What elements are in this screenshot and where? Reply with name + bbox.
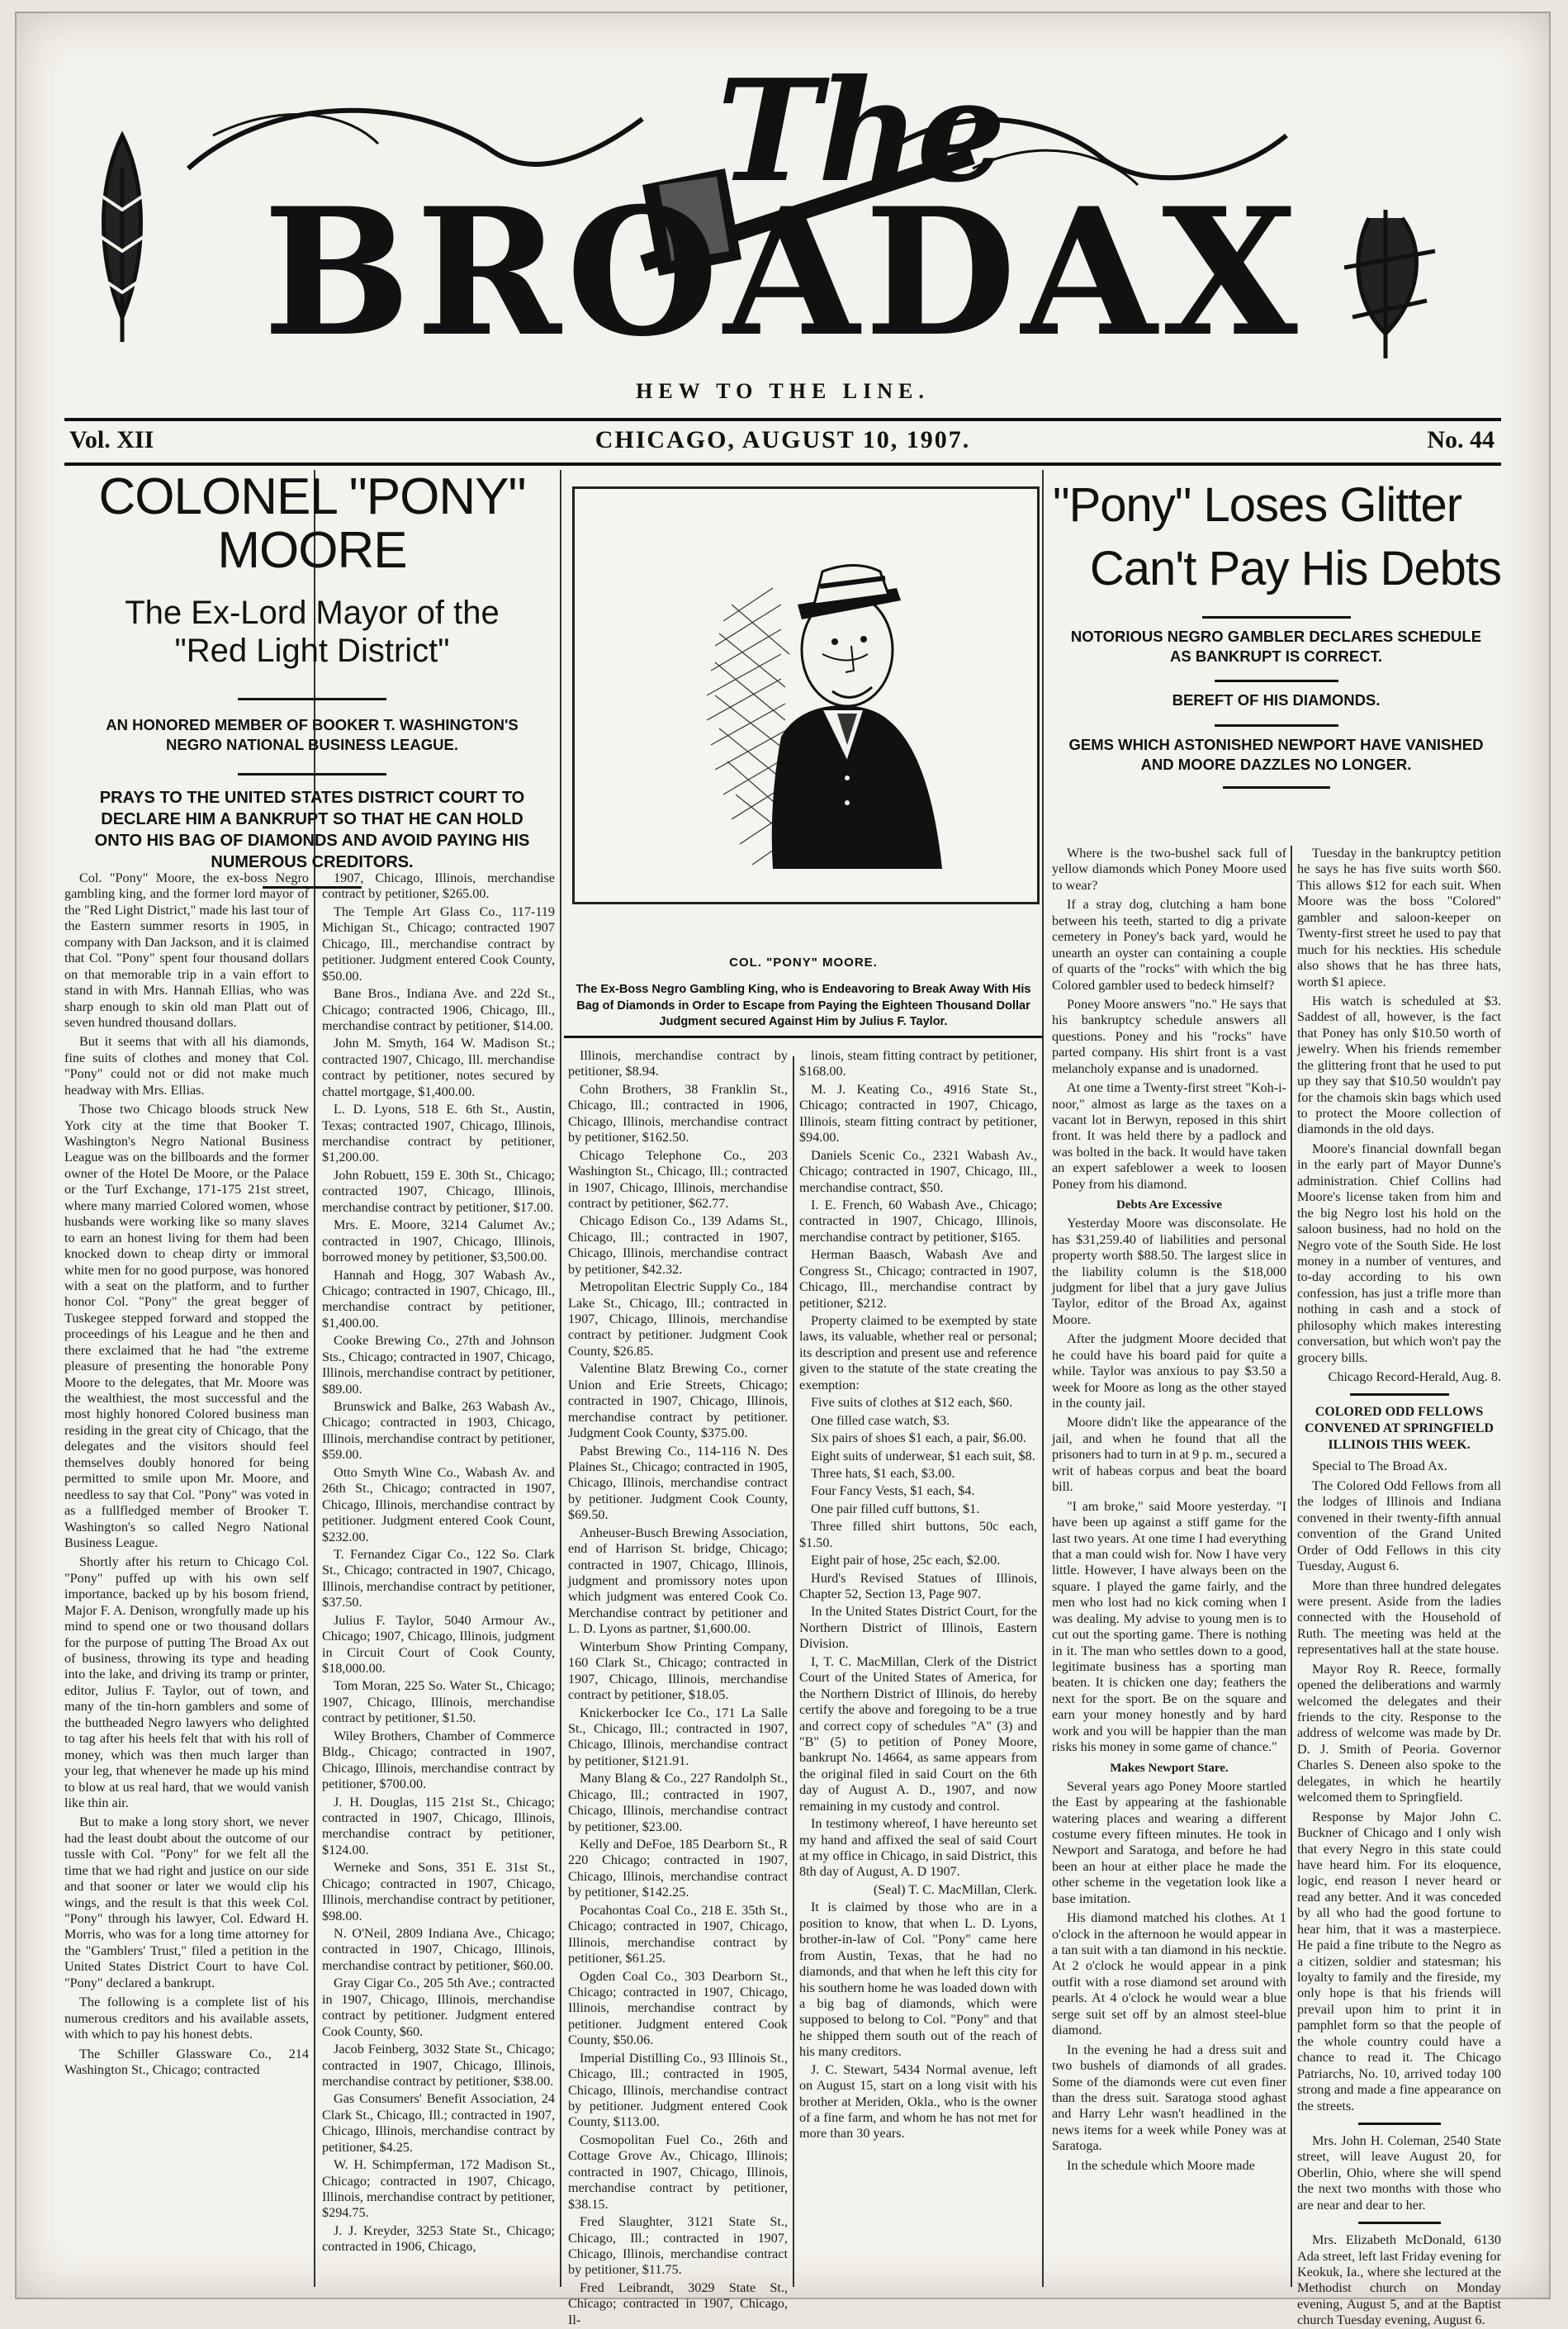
list-item: I, T. C. MacMillan, Clerk of the District Court of the United States of America, for the Northern District of Illinois, do hereby certify the above and foregoing to be a true and correct copy of schedules "A" (3) and "B" (5) to petition of Poney Moore, bankrupt No. 14664, as same appears from the original filed in said Court on the 6th day of August A. D., 1907, and now remaining in my custody and control. bbox=[799, 1653, 1037, 1814]
paragraph: His watch is scheduled at $3. Saddest of all, however, is the fact that Poney has only $10.50 worth of jewelry. When his friends remember the glittering front that he used to put up they say that $10.50 wouldn't pay for the chamois skin bags which used to protect the Moore collection of diamonds in the old days. bbox=[1297, 993, 1501, 1137]
list-item: Julius F. Taylor, 5040 Armour Av., Chicago; 1907, Chicago, Illinois, judgment in Circuit Court of Cook County, $18,000.00. bbox=[322, 1612, 555, 1676]
left-wheat-ornament bbox=[97, 135, 147, 342]
list-item: John Robuett, 159 E. 30th St., Chicago; contracted 1907, Chicago, Illinois, merchandise contract by petitioner, $17.00. bbox=[322, 1167, 555, 1215]
list-item: T. Fernandez Cigar Co., 122 So. Clark St., Chicago; contracted in 1907, Chicago, Illinois, merchandise contract by petitioner, $37.50. bbox=[322, 1546, 555, 1610]
divider bbox=[1350, 1393, 1449, 1396]
deck-business-league: AN HONORED MEMBER OF BOOKER T. WASHINGTON'S NEGRO NATIONAL BUSINESS LEAGUE. bbox=[106, 716, 519, 754]
source-credit: Chicago Record-Herald, Aug. 8. bbox=[1328, 1369, 1501, 1384]
list-item: L. D. Lyons, 518 E. 6th St., Austin, Texas; contracted 1907, Chicago, Illinois, merchandise contract by petitioner, $1,200.00. bbox=[322, 1102, 555, 1165]
list-item: Fred Slaughter, 3121 State St., Chicago, Ill.; contracted in 1907, Chicago, Illinois, merchandise contract by petitioner, $11.75. bbox=[568, 2214, 788, 2278]
paragraph: Moore's financial downfall began in the early part of Mayor Dunne's administration. Chief Collins had Moore's license taken from him and the big Negro lost his hold on the saloon business, had no hold on the Negro vote of the South Side. He lost money in a number of ventures, and to-day according to his own confession, has just a trifle more than nothing in cash and a stock of philosophy which makes interesting conversation, but which won't pay the grocery bills. bbox=[1297, 1141, 1501, 1365]
list-item: Tom Moran, 225 So. Water St., Chicago; 1907, Chicago, Illinois, merchandise contract by petitioner, $1.50. bbox=[322, 1678, 555, 1726]
deck-bankruptcy-prayer: PRAYS TO THE UNITED STATES DISTRICT COURT TO DECLARE HIM A BANKRUPT SO THAT HE CAN HOLD ONTO HIS BAG OF DIAMONDS AND AVOID PAYING HIS NUMEROUS CREDITORS. bbox=[94, 789, 530, 872]
left-article-body bbox=[64, 870, 309, 2287]
paragraph: Tuesday in the bankruptcy petition he says he has five suits worth $60. This allows $12 for each suit. When Moore was the boss "Colored" gambler and saloon-keeper on Twenty-first street he used to pay that much for his neckties. His schedule also shows that he has three hats, worth $1 apiece. bbox=[1297, 846, 1501, 989]
list-item: Imperial Distilling Co., 93 Illinois St., Chicago, Ill.; contracted in 1905, Chicago, Illinois, merchandise contract by petitioner. Judgment entered Cook County, $113.00. bbox=[568, 2050, 788, 2130]
list-item: Five suits of clothes at $12 each, $60. bbox=[811, 1395, 1013, 1411]
paragraph: After the judgment Moore decided that he could have his board paid for quite a while. Taylor was anxious to pay $3.50 a week for Moore as long as the other stayed in the county jail. bbox=[1052, 1331, 1286, 1411]
divider bbox=[238, 698, 386, 700]
divider bbox=[1202, 616, 1351, 619]
list-item: Valentine Blatz Brewing Co., corner Union and Erie Streets, Chicago; contracted in 1907, Chicago, Illinois, merchandise contract by petitioner. Judgment Cook County, $375.00. bbox=[568, 1361, 788, 1441]
exemptions-and-certificate-col4 bbox=[799, 1048, 1037, 2287]
portrait-drawing bbox=[575, 489, 1032, 897]
list-item: Three filled shirt buttons, 50c each, $1.50. bbox=[799, 1519, 1037, 1550]
list-item: Metropolitan Electric Supply Co., 184 Lake St., Chicago, Ill.; contracted in 1907, Chicago, Illinois, merchandise contract by petitioner. Judgment Cook County, $26.85. bbox=[568, 1279, 788, 1359]
portrait-caption-title: COL. "PONY" MOORE. bbox=[729, 956, 878, 970]
paragraph: More than three hundred delegates were present. Aside from the ladies connected with the Household of Ruth. The meeting was held at the representatives hall at the state house. bbox=[1297, 1577, 1501, 1658]
paragraph: If a stray dog, clutching a ham bone between his teeth, started to dig a private cemetery in Poney's back yard, would he unearth an oyster can containing a couple of quarts of the "rocks" with which the big Colored gambler used to bedeck himself? bbox=[1052, 897, 1286, 993]
deck-schedule-correct: NOTORIOUS NEGRO GAMBLER DECLARES SCHEDULE AS BANKRUPT IS CORRECT. bbox=[1070, 628, 1482, 666]
paragraph: Mrs. Elizabeth McDonald, 6130 Ada street, left last Friday evening for Keokuk, Ia., where she lectured at the Methodist church on Monday evening, August 5, and at the Baptist church Tuesday evening, August 6. bbox=[1297, 2232, 1501, 2328]
divider bbox=[1358, 2222, 1441, 2224]
list-item: 1907, Chicago, Illinois, merchandise contract by petitioner, $265.00. bbox=[322, 870, 555, 902]
paragraph: Mrs. John H. Coleman, 2540 State street, will leave August 20, for Oberlin, Ohio, where she will spend the next two months with those who are near and dear to her. bbox=[1297, 2132, 1501, 2213]
right-article-body-col6 bbox=[1297, 846, 1501, 2328]
headline-odd-fellows: COLORED ODD FELLOWS CONVENED AT SPRINGFIELD ILLINOIS THIS WEEK. bbox=[1305, 1405, 1494, 1453]
divider bbox=[1358, 2123, 1441, 2125]
list-item: J. J. Kreyder, 3253 State St., Chicago; contracted in 1906, Chicago, bbox=[322, 2222, 555, 2255]
dateline bbox=[64, 418, 1501, 466]
list-item: Brunswick and Balke, 263 Wabash Av., Chicago; contracted in 1903, Chicago, Illinois, merchandise contract by petitioner, $59.00. bbox=[322, 1399, 555, 1463]
paragraph: In the evening he had a dress suit and two bushels of diamonds of all grades. Some of the diamonds were cut even finer than the dress suit. Saratoga stood aghast and Harry Lehr wasn't headlined in the news items for a week while Poney was at Saratoga. bbox=[1052, 2042, 1286, 2154]
motto: HEW TO THE LINE. bbox=[636, 379, 930, 403]
paragraph: At one time a Twenty-first street "Koh-i-noor," almost as large as the taxes on a vacant lot in Berwyn, reposed in this shirt front. It was held there by a padlock and was bolted in the back. It would have taken an expert safeblower a week to loosen Poney from his diamond. bbox=[1052, 1080, 1286, 1192]
paragraph: Those two Chicago bloods struck New York city at the time that Booker T. Washington's Negro National Business League was on the billboards and the former owner of the Hotel De Moore, or the Palace or the Turf Exchange, 171-175 21st street, where many married Colored women, whose husbands were working like so many slaves to earn an honest living for them had been knocked down to cheap dirty or immoral white men for no good purpose, was honored with a seat on the platform, and to further honor Col. "Pony" the great begger of Tuskegee stepped forward and stopped the proceedings of his League and he then and there exclaimed that he had "the extreme pleasure of presenting the honorable Pony Moore to the delegates, that Mr. Moore was the wealthiest, the most successful and the most highly honored Colored business man residing in the great city of Chicago, that the delegates and the visitors should feel themselves doubly honored for being permitted to smile upon Mr. Moore, and needless to say that Col. "Pony" was voted in as a fullfledged member of Brooker T. Washington's so called Negro National Business League. bbox=[64, 1102, 309, 1550]
column-rule bbox=[1291, 846, 1292, 2287]
paragraph: The following is a complete list of his numerous creditors and his available assets, with which to pay his honest debts. bbox=[64, 1995, 309, 2042]
paragraph: "I am broke," said Moore yesterday. "I have been up against a stiff game for the last two years. At one time I had everything that a man could wish for. Now I have very little. However, I have always been on the square. I played the game fairly, and the men who lost had no kick coming when I was dealing. My advise to young men is to cut out the sporting game. There is nothing in it. The man who settles down to a good, legitimate business has a sporting man beaten. It is chicken one day; feathers the next for the sport. Be on the square and earn your money honestly and by hard work and you will be happier than the man risks his money in some game of chance." bbox=[1052, 1498, 1286, 1755]
paragraph: The Schiller Glassware Co., 214 Washington St., Chicago; contracted bbox=[64, 2046, 309, 2077]
list-item: Eight pair of hose, 25c each, $2.00. bbox=[811, 1553, 1001, 1568]
list-item: Chicago Telephone Co., 203 Washington St., Chicago, Ill.; contracted in 1907, Chicago, Illinois, merchandise contract by petitioner, $62.77. bbox=[568, 1147, 788, 1211]
paragraph: Response by Major John C. Buckner of Chicago and I only wish that every Negro in this state could have heard him. For its eloquence, logic, end reason I never heard or read any better. And it was conceded by all who had the good fortune to hear him, that it was a masterpiece. He paid a fine tribute to the Negro as a citizen, soldier and statesman; his loyalty to family and the fireside, my only hope is that his friends will prevail upon him to print it in pamphlet form so that the people of the whole country could have a chance to read it. The Chicago Patriarchs, No. 10, arrived today 100 strong and made a fine appearance on the streets. bbox=[1297, 1809, 1501, 2113]
divider bbox=[564, 1036, 1043, 1038]
list-item: One filled case watch, $3. bbox=[811, 1412, 950, 1428]
paragraph: Moore didn't like the appearance of the jail, and when he found that all the prisoners had to turn in at 9 p. m., secured a writ of habeas corpus and beat the board bill. bbox=[1052, 1415, 1286, 1495]
paragraph: Col. "Pony" Moore, the ex-boss Negro gambling king, and the former lord mayor of the "Red Light District," made his last tour of the Eastern summer resorts in 1905, in company with Dan Jackson, and it is claimed that Col. "Pony" spent four thousand dollars on that memorable trip in a vain effort to stand in with Mrs. Hannah Ellias, who was sharp enough to skin old man Platt out of seven hundred thousand dollars. bbox=[64, 870, 309, 1030]
paragraph: Yesterday Moore was disconsolate. He has $31,259.40 of liabilities and personal property worth $88.50. The largest slice in the liability column is the $18,000 judgment for libel that a jury gave Julius Taylor, editor of the Broad Ax, against Moore. bbox=[1052, 1216, 1286, 1327]
paragraph: Several years ago Poney Moore startled the East by appearing at the fashionable watering places and wearing a different costume every fifteen minutes. He took in Newport and Saratoga, and before he had been an hour at either place he made the other scheme in the vegetation look like a base imitation. bbox=[1052, 1778, 1286, 1906]
deck-bereft-diamonds: BEREFT OF HIS DIAMONDS. bbox=[1172, 691, 1381, 709]
clerk-signature: (Seal) T. C. MacMillan, Clerk. bbox=[873, 1881, 1037, 1897]
paragraph: But it seems that with all his diamonds, fine suits of clothes and money that Col. "Pony" could not or did not make much headway with Mrs. Ellias. bbox=[64, 1034, 309, 1098]
subhead-newport-stare: Makes Newport Stare. bbox=[1110, 1761, 1229, 1775]
list-item: Four Fancy Vests, $1 each, $4. bbox=[811, 1483, 975, 1499]
title-broadax: BROADAX bbox=[263, 169, 1303, 375]
list-item: Many Blang & Co., 227 Randolph St., Chicago, Ill.; contracted in 1907, Chicago, Illinois, merchandise contract by petitioner, $23.00. bbox=[568, 1771, 788, 1834]
column-rule bbox=[560, 470, 561, 2287]
list-item: Six pairs of shoes $1 each, a pair, $6.00. bbox=[811, 1430, 1026, 1446]
newspaper-page bbox=[15, 12, 1551, 2328]
paragraph: In the schedule which Moore made bbox=[1067, 2157, 1255, 2173]
list-item: Herman Baasch, Wabash Ave and Congress St., Chicago; contracted in 1907, Chicago, Ill., merchandise contract by petitioner, $212. bbox=[799, 1247, 1037, 1311]
subhead-ex-lord-mayor: The Ex-Lord Mayor of the "Red Light District" bbox=[125, 595, 500, 670]
headline-cant-pay-debts: Can't Pay His Debts bbox=[1089, 541, 1501, 595]
list-item: N. O'Neil, 2809 Indiana Ave., Chicago; contracted in 1907, Chicago, Illinois, merchandise contract by petitioner, $60.00. bbox=[322, 1926, 555, 1973]
list-item: In the United States District Court, for the Northern District of Illinois, Eastern Division. bbox=[799, 1604, 1037, 1652]
list-item: Otto Smyth Wine Co., Wabash Av. and 26th St., Chicago; contracted in 1907, Chicago, Illinois, merchandise contract by petitioner. Judgment entered Cook Count, $232.00. bbox=[322, 1464, 555, 1544]
issue-date: CHICAGO, AUGUST 10, 1907. bbox=[595, 426, 971, 453]
list-item: W. H. Schimpferman, 172 Madison St., Chicago; contracted in 1907, Chicago, Illinois, merchandise contract by petitioner, $294.75. bbox=[322, 2157, 555, 2221]
column-rule bbox=[793, 1056, 794, 2287]
list-item: Hurd's Revised Statues of Illinois, Chapter 52, Section 13, Page 907. bbox=[799, 1570, 1037, 1601]
divider bbox=[1215, 680, 1338, 682]
list-item: Eight suits of underwear, $1 each suit, $8. bbox=[811, 1448, 1035, 1463]
right-article-head bbox=[1051, 470, 1501, 842]
divider bbox=[1215, 724, 1338, 727]
list-item: Werneke and Sons, 351 E. 31st St., Chicago; contracted in 1907, Chicago, Illinois, merchandise contract by petitioner, $98.00. bbox=[322, 1860, 555, 1923]
list-item: Ogden Coal Co., 303 Dearborn St., Chicago; contracted in 1907, Chicago, Illinois, merchandise contract by petitioner. Judgment entered Cook County, $50.06. bbox=[568, 1968, 788, 2048]
deck-gems-vanished: GEMS WHICH ASTONISHED NEWPORT HAVE VANISHED AND MOORE DAZZLES NO LONGER. bbox=[1068, 735, 1484, 773]
paragraph: His diamond matched his clothes. At 1 o'clock in the afternoon he would appear in a tan suit with a tan diamond in his necktie. At 2 o'clock he would appear in a pink outfit with a rose diamond set around with pearls. At 4 o'clock he would wear a blue serge suit set off by an almost steel-blue diamond. bbox=[1052, 1910, 1286, 2038]
portrait-illustration bbox=[572, 486, 1040, 904]
list-item: The Temple Art Glass Co., 117-119 Michigan St., Chicago; contracted 1907 Chicago, Ill., merchandise contract by petitioner. Judgment entered Cook County, $50.00. bbox=[322, 904, 555, 984]
list-item: One pair filled cuff buttons, $1. bbox=[811, 1501, 980, 1516]
list-item: Cooke Brewing Co., 27th and Johnson Sts., Chicago; contracted in 1907, Chicago, Illinois, merchandise contract by petitioner, $89.00. bbox=[322, 1333, 555, 1397]
column-rule bbox=[1042, 470, 1044, 2287]
list-item: John M. Smyth, 164 W. Madison St.; contracted 1907, Chicago, Ill. merchandise contract by petitioner, notes secured by chattel mortgage, $1,400.00. bbox=[322, 1036, 555, 1099]
list-item: J. H. Douglas, 115 21st St., Chicago; contracted in 1907, Chicago, Illinois, merchandise contract by petitioner, $124.00. bbox=[322, 1794, 555, 1857]
list-item: Wiley Brothers, Chamber of Commerce Bldg., Chicago; contracted in 1907, Chicago, Illinois, merchandise contract by petitioner, $700.00. bbox=[322, 1728, 555, 1792]
list-item: Illinois, merchandise contract by petitioner, $8.94. bbox=[568, 1048, 788, 1079]
paragraph: But to make a long story short, we never had the least doubt about the outcome of our tussle with Col. "Pony" for we felt all the time that we had right and justice on our side and that sooner or later we would clip his wings, and the result is that this week Col. "Pony" through his lawyer, Col. Edward H. Morris, who was for a long time attorney for the "Gamblers' Trust," filed a petition in the United States District Court to have Col. "Pony" declared a bankrupt. bbox=[64, 1814, 309, 1990]
title-the: The bbox=[717, 49, 1003, 214]
list-item: Kelly and DeFoe, 185 Dearborn St., R 220 Chicago; contracted in 1907, Chicago, Illinois, merchandise contract by petitioner, $142.25. bbox=[568, 1837, 788, 1900]
list-item: Jacob Feinberg, 3032 State St., Chicago; contracted in 1907, Chicago, Illinois, merchandise contract by petitioner, $38.00. bbox=[322, 2042, 555, 2089]
list-item: M. J. Keating Co., 4916 State St., Chicago; contracted in 1907, Chicago, Illinois, steam fitting contract by petitioner, $94.00. bbox=[799, 1081, 1037, 1146]
list-item: Three hats, $1 each, $3.00. bbox=[811, 1465, 955, 1481]
list-item: Knickerbocker Ice Co., 171 La Salle St., Chicago, Ill.; contracted in 1907, Chicago, Illinois, merchandise contract by petitioner, $121.91. bbox=[568, 1705, 788, 1768]
left-article-head bbox=[64, 468, 560, 872]
list-item: I. E. French, 60 Wabash Ave., Chicago; contracted in 1907, Chicago, Illinois, merchandise contract by petitioner, $165. bbox=[799, 1197, 1037, 1245]
paragraph: Mayor Roy R. Reece, formally opened the deliberations and warmly welcomed the delegates and their friends to the city. Response to the address of welcome was made by Dr. D. J. Smith of Peoria. Governor Charles S. Deneen also spoke to the delegates, in which he heartily welcomed them to Springfield. bbox=[1297, 1661, 1501, 1805]
list-item: Anheuser-Busch Brewing Association, end of Harrison St. bridge, Chicago; contracted in 1907, Chicago, Illinois, judgment and promissory notes upon which judgment was entered Cook Co. Merchandise contract by petitioner and L. D. Lyons as partner, $1,600.00. bbox=[568, 1525, 788, 1637]
list-item: Gray Cigar Co., 205 5th Ave.; contracted in 1907, Chicago, Illinois, merchandise contract by petitioner. Judgment entered Cook County, $60. bbox=[322, 1976, 555, 2039]
list-item: Winterbum Show Printing Company, 160 Clark St., Chicago; contracted in 1907, Chicago, Illinois, merchandise contract by petitioner, $18.05. bbox=[568, 1639, 788, 1703]
list-item: It is claimed by those who are in a position to know, that when L. D. Lyons, brother-in-law of Col. "Pony" came here from Austin, Texas, that he had no diamonds, and that when he left this city for his southern home he was loaded down with a big bag of diamonds, which were supposed to belong to Col. "Pony" and that he shipped them south out of the reach of his many creditors. bbox=[799, 1900, 1037, 2060]
paragraph: Shortly after his return to Chicago Col. "Pony" puffed up with his own self importance, backed up by his bosom friend, Major F. A. Denison, wrongfully made up his mind to spend one or two thousand dollars for the purpose of putting The Broad Ax out of business, throwing its type and heading into the lake, and driving its tramp or printer, editor, Julius F. Taylor, out of town, and many of the tin-horn gamblers and some of the buttheaded Negro lawyers who delighted to tag after his heels felt that with his roll of money, which was then much larger than your leg, that whenever he made up his mind to blow at us real hard, that we would vanish like thin air. bbox=[64, 1554, 309, 1810]
masthead bbox=[64, 45, 1501, 408]
volume-number: Vol. XII bbox=[69, 426, 154, 453]
divider bbox=[238, 773, 386, 776]
issue-number: No. 44 bbox=[1427, 426, 1495, 453]
headline-pony-loses-glitter: "Pony" Loses Glitter bbox=[1053, 478, 1462, 532]
right-article-body-col5 bbox=[1052, 846, 1286, 2287]
list-item: In testimony whereof, I have hereunto set my hand and affixed the seal of said Court at my office in Chicago, in said District, this 8th day of August, A. D 1907. bbox=[799, 1816, 1037, 1880]
creditor-list-col2 bbox=[322, 870, 555, 2287]
divider bbox=[1223, 786, 1330, 789]
paragraph: Special to The Broad Ax. bbox=[1312, 1459, 1447, 1474]
portrait-caption: The Ex-Boss Negro Gambling King, who is Endeavoring to Break Away With His Bag of Diamonds in Order to Escape from Paying the Eighteen Thousand Dollar Judgment secured Against Him by Julius F. Taylor. bbox=[576, 983, 1031, 1029]
list-item: Chicago Edison Co., 139 Adams St., Chicago, Ill.; contracted in 1907, Chicago, Illinois, merchandise contract by petitioner, $42.32. bbox=[568, 1213, 788, 1277]
list-item: Pocahontas Coal Co., 218 E. 35th St., Chicago; contracted in 1907, Chicago, Illinois, merchandise contract by petitioner, $61.25. bbox=[568, 1902, 788, 1966]
list-item: Daniels Scenic Co., 2321 Wabash Av., Chicago; contracted in 1907, Chicago, Ill., merchandise contract, $50. bbox=[799, 1147, 1037, 1195]
list-item: Cohn Brothers, 38 Franklin St., Chicago, Ill.; contracted in 1906, Chicago, Illinois, merchandise contract by petitioner, $162.50. bbox=[568, 1081, 788, 1146]
creditor-list-col3 bbox=[568, 1048, 788, 2327]
list-item: Pabst Brewing Co., 114-116 N. Des Plaines St., Chicago; contracted in 1905, Chicago, Illinois, merchandise contract by petitioner. Judgment Cook County, $69.50. bbox=[568, 1443, 788, 1523]
paragraph: Where is the two-bushel sack full of yellow diamonds which Poney Moore used to wear? bbox=[1052, 846, 1286, 893]
paragraph: Poney Moore answers "no." He says that his bankruptcy schedule answers all questions. Poney and his "rocks" have parted company. His shirt front is a vast melancholy expanse and is unadorned. bbox=[1052, 996, 1286, 1076]
headline-colonel-pony-moore: COLONEL "PONY" MOORE bbox=[98, 468, 526, 580]
list-item: Cosmopolitan Fuel Co., 26th and Cottage Grove Av., Chicago, Illinois; contracted in 1907, Chicago, Illinois, merchandise contract by petitioner, $38.15. bbox=[568, 2132, 788, 2212]
list-item: Mrs. E. Moore, 3214 Calumet Av.; contracted in 1907, Chicago, Illinois, borrowed money by petitioner, $3,500.00. bbox=[322, 1217, 555, 1265]
list-item: Hannah and Hogg, 307 Wabash Av., Chicago; contracted in 1907, Chicago, Ill., merchandise contract by petitioner, $1,400.00. bbox=[322, 1267, 555, 1331]
list-item: Property claimed to be exempted by state laws, its valuable, whether real or personal; its description and present use and reference given to the statute of the state creating the exemption: bbox=[799, 1313, 1037, 1392]
list-item: Bane Bros., Indiana Ave. and 22d St., Chicago; contracted 1906, Chicago, Ill., merchandise contract by petitioner, $14.00. bbox=[322, 986, 555, 1033]
paragraph: The Colored Odd Fellows from all the lodges of Illinois and Indiana convened in their twenty-fifth annual convention of the Grand United Order of Odd Fellows in this city Tuesday, August 6. bbox=[1297, 1478, 1501, 1574]
list-item: linois, steam fitting contract by petitioner, $168.00. bbox=[799, 1048, 1037, 1079]
list-item: Gas Consumers' Benefit Association, 24 Clark St., Chicago, Ill.; contracted in 1907, Chicago, Illinois, merchandise contract by petitioner, $4.25. bbox=[322, 2091, 555, 2155]
list-item: J. C. Stewart, 5434 Normal avenue, left on August 15, start on a long visit with his brother at Meriden, Okla., who is the owner of a fine farm, and whom he has not met for more than 30 years. bbox=[799, 2061, 1037, 2142]
list-item: Fred Leibrandt, 3029 State St., Chicago; contracted in 1907, Chicago, Il- bbox=[568, 2279, 788, 2327]
subhead-debts-excessive: Debts Are Excessive bbox=[1116, 1198, 1223, 1212]
